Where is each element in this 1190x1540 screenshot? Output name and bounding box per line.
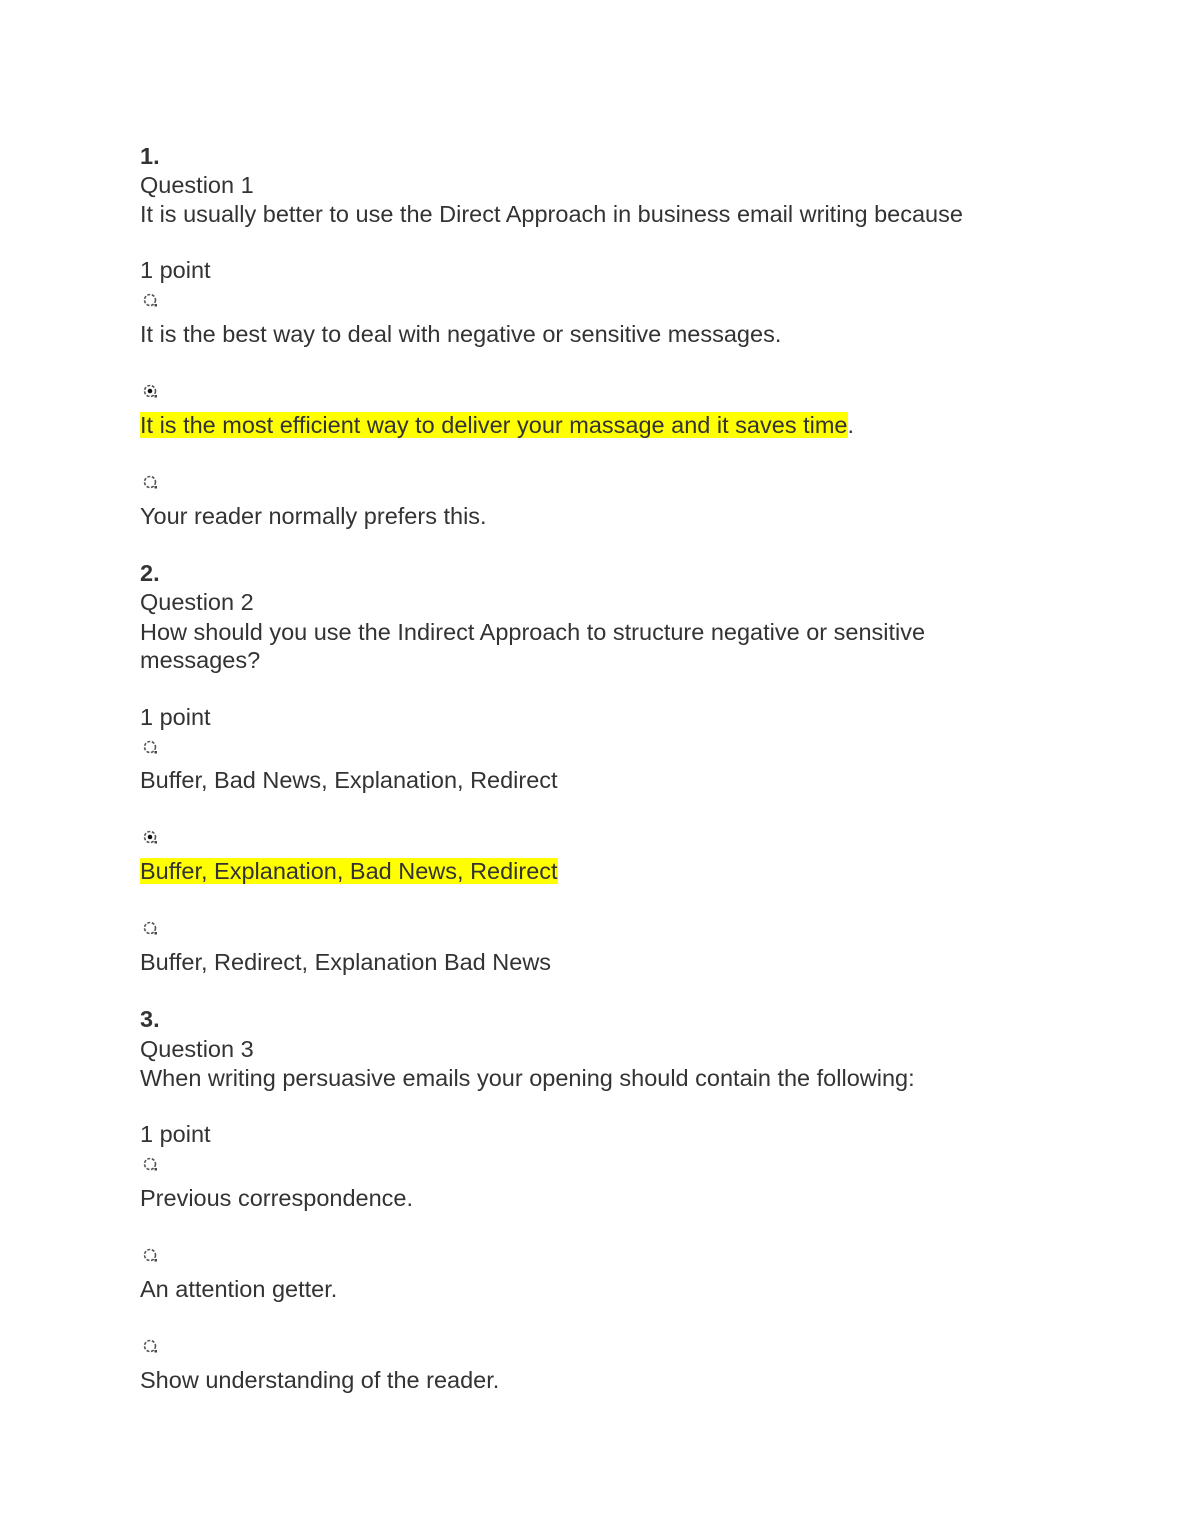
- radio-corner-mark: [155, 1168, 158, 1171]
- question-number: 3.: [140, 1006, 160, 1032]
- option-radio[interactable]: [143, 739, 158, 755]
- option-radio[interactable]: [143, 920, 158, 936]
- option-text[interactable]: [140, 766, 558, 794]
- question-number: 2.: [140, 560, 160, 586]
- option-radio[interactable]: [143, 292, 158, 308]
- radio-corner-mark: [155, 751, 158, 754]
- radio-ring: [145, 1159, 156, 1170]
- question-label: Question 3: [140, 1036, 254, 1062]
- radio-selected-icon: [143, 829, 158, 845]
- question-prompt: When writing persuasive emails your opening should contain the following:: [140, 1065, 915, 1091]
- question-points: 1 point: [140, 704, 211, 730]
- question-points: 1 point: [140, 1121, 211, 1147]
- radio-unselected-icon: [143, 1156, 158, 1172]
- radio-selected-dot: [148, 389, 153, 394]
- radio-unselected-icon: [143, 1247, 158, 1263]
- option-radio[interactable]: [143, 474, 158, 490]
- radio-ring: [145, 477, 156, 488]
- radio-unselected-icon: [143, 920, 158, 936]
- option-label: An attention getter.: [140, 1276, 338, 1302]
- option-radio[interactable]: [143, 829, 158, 845]
- radio-corner-mark: [155, 395, 158, 398]
- radio-ring: [145, 1341, 156, 1352]
- option-label: Your reader normally prefers this.: [140, 503, 487, 529]
- option-radio[interactable]: [143, 1338, 158, 1354]
- option-label: Previous correspondence.: [140, 1185, 414, 1211]
- radio-unselected-icon: [143, 739, 158, 755]
- option-text[interactable]: [140, 1184, 413, 1212]
- radio-ring: [145, 295, 156, 306]
- option-text[interactable]: [140, 857, 558, 885]
- option-radio[interactable]: [143, 383, 158, 399]
- option-text[interactable]: [140, 320, 781, 348]
- question-label: Question 1: [140, 172, 254, 198]
- radio-ring: [145, 742, 156, 753]
- option-radio[interactable]: [143, 1247, 158, 1263]
- option-text[interactable]: [140, 502, 487, 530]
- option-text[interactable]: [140, 1366, 499, 1394]
- option-label: It is the best way to deal with negative or sensitive messages.: [140, 321, 782, 347]
- question-prompt: How should you use the Indirect Approach to structure negative or sensitive: [140, 619, 926, 645]
- radio-corner-mark: [155, 486, 158, 489]
- question-number: 1.: [140, 143, 160, 169]
- radio-corner-mark: [155, 932, 158, 935]
- question-prompt: It is usually better to use the Direct Approach in business email writing because: [140, 201, 963, 227]
- question-label: Question 2: [140, 589, 254, 615]
- question-prompt-continued: messages?: [140, 647, 261, 673]
- option-label: Buffer, Bad News, Explanation, Redirect: [140, 767, 558, 793]
- option-radio[interactable]: [143, 1156, 158, 1172]
- radio-unselected-icon: [143, 474, 158, 490]
- radio-corner-mark: [155, 1350, 158, 1353]
- radio-selected-dot: [148, 835, 153, 840]
- option-trailing-punctuation: .: [847, 412, 855, 438]
- option-label-highlighted: It is the most efficient way to deliver your massage and it saves time: [140, 412, 848, 438]
- radio-unselected-icon: [143, 1338, 158, 1354]
- option-label: Buffer, Redirect, Explanation Bad News: [140, 949, 552, 975]
- radio-ring: [145, 923, 156, 934]
- radio-corner-mark: [155, 1259, 158, 1262]
- radio-ring: [145, 1250, 156, 1261]
- option-text[interactable]: [140, 1275, 337, 1303]
- option-label: Show understanding of the reader.: [140, 1367, 500, 1393]
- option-text[interactable]: [140, 948, 551, 976]
- radio-unselected-icon: [143, 292, 158, 308]
- radio-corner-mark: [155, 841, 158, 844]
- radio-corner-mark: [155, 304, 158, 307]
- question-points: 1 point: [140, 257, 211, 283]
- option-label-highlighted: Buffer, Explanation, Bad News, Redirect: [140, 858, 558, 884]
- radio-selected-icon: [143, 383, 158, 399]
- option-text[interactable]: [140, 411, 854, 439]
